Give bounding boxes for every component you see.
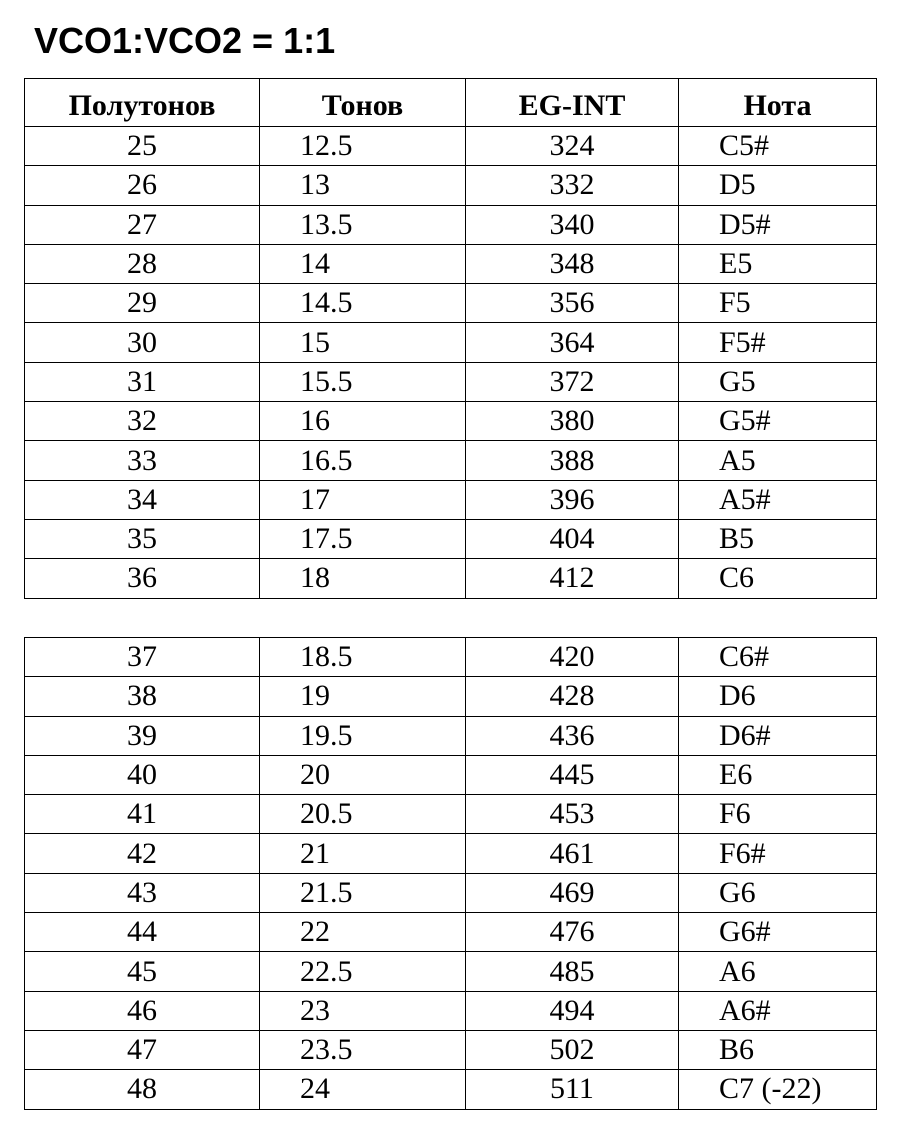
cell-note: F6# [679,834,877,873]
cell-tones: 14.5 [260,284,466,323]
cell-tones: 17 [260,480,466,519]
table-row [25,402,877,441]
header-row [25,79,877,127]
pitch-table-upper [24,78,877,599]
cell-note: D6 [679,677,877,716]
table-row [25,323,877,362]
cell-tones: 21.5 [260,873,466,912]
cell-tones: 18.5 [260,638,466,677]
cell-tones: 23 [260,991,466,1030]
table-row [25,480,877,519]
cell-eg-int: 340 [466,205,679,244]
cell-tones: 21 [260,834,466,873]
cell-semitones: 38 [25,677,260,716]
cell-eg-int: 494 [466,991,679,1030]
cell-tones: 13.5 [260,205,466,244]
cell-note: C7 (-22) [679,1070,877,1109]
cell-semitones: 30 [25,323,260,362]
cell-note: C6# [679,638,877,677]
cell-note: F6 [679,795,877,834]
table-row [25,127,877,166]
cell-eg-int: 388 [466,441,679,480]
cell-tones: 15 [260,323,466,362]
cell-eg-int: 511 [466,1070,679,1109]
cell-semitones: 35 [25,519,260,558]
cell-eg-int: 476 [466,913,679,952]
cell-note: D6# [679,716,877,755]
cell-note: E6 [679,755,877,794]
table-body [25,127,877,599]
cell-eg-int: 412 [466,559,679,598]
cell-eg-int: 372 [466,362,679,401]
cell-note: A5 [679,441,877,480]
cell-note: F5# [679,323,877,362]
cell-semitones: 36 [25,559,260,598]
cell-tones: 24 [260,1070,466,1109]
cell-note: G6 [679,873,877,912]
cell-eg-int: 348 [466,244,679,283]
table-row [25,244,877,283]
cell-note: G5 [679,362,877,401]
table-row [25,677,877,716]
table-row [25,873,877,912]
cell-semitones: 41 [25,795,260,834]
cell-eg-int: 364 [466,323,679,362]
cell-semitones: 25 [25,127,260,166]
cell-semitones: 42 [25,834,260,873]
cell-semitones: 33 [25,441,260,480]
cell-tones: 13 [260,166,466,205]
cell-tones: 19.5 [260,716,466,755]
header-tones: Тонов [260,79,466,127]
cell-eg-int: 332 [466,166,679,205]
table-body [25,638,877,1110]
cell-tones: 12.5 [260,127,466,166]
table-row [25,362,877,401]
cell-semitones: 29 [25,284,260,323]
table-row [25,284,877,323]
cell-eg-int: 324 [466,127,679,166]
table-row [25,166,877,205]
table-row [25,913,877,952]
cell-semitones: 47 [25,1030,260,1069]
cell-note: B5 [679,519,877,558]
cell-semitones: 28 [25,244,260,283]
cell-eg-int: 445 [466,755,679,794]
cell-tones: 15.5 [260,362,466,401]
cell-semitones: 40 [25,755,260,794]
cell-eg-int: 453 [466,795,679,834]
table-row [25,716,877,755]
cell-tones: 16.5 [260,441,466,480]
cell-semitones: 34 [25,480,260,519]
table-row [25,795,877,834]
cell-semitones: 26 [25,166,260,205]
cell-tones: 18 [260,559,466,598]
table-row [25,834,877,873]
cell-tones: 20 [260,755,466,794]
cell-semitones: 39 [25,716,260,755]
cell-eg-int: 428 [466,677,679,716]
cell-tones: 19 [260,677,466,716]
cell-tones: 17.5 [260,519,466,558]
table-row [25,559,877,598]
cell-note: A6 [679,952,877,991]
cell-note: A5# [679,480,877,519]
cell-tones: 14 [260,244,466,283]
cell-semitones: 43 [25,873,260,912]
cell-tones: 23.5 [260,1030,466,1069]
cell-eg-int: 356 [466,284,679,323]
cell-eg-int: 485 [466,952,679,991]
cell-semitones: 27 [25,205,260,244]
cell-tones: 16 [260,402,466,441]
cell-tones: 22 [260,913,466,952]
header-eg-int: EG-INT [466,79,679,127]
cell-note: C6 [679,559,877,598]
cell-semitones: 37 [25,638,260,677]
pitch-table-lower [24,637,877,1110]
cell-semitones: 44 [25,913,260,952]
cell-note: B6 [679,1030,877,1069]
table-row [25,519,877,558]
cell-note: G5# [679,402,877,441]
cell-note: G6# [679,913,877,952]
table-row [25,638,877,677]
header-note: Нота [679,79,877,127]
cell-note: A6# [679,991,877,1030]
table-row [25,755,877,794]
cell-note: C5# [679,127,877,166]
cell-eg-int: 469 [466,873,679,912]
cell-eg-int: 436 [466,716,679,755]
table-header [25,79,877,127]
cell-eg-int: 380 [466,402,679,441]
cell-note: D5# [679,205,877,244]
cell-tones: 22.5 [260,952,466,991]
cell-semitones: 46 [25,991,260,1030]
cell-note: F5 [679,284,877,323]
cell-eg-int: 396 [466,480,679,519]
cell-semitones: 31 [25,362,260,401]
table-row [25,1030,877,1069]
cell-semitones: 48 [25,1070,260,1109]
cell-eg-int: 502 [466,1030,679,1069]
cell-note: E5 [679,244,877,283]
cell-semitones: 45 [25,952,260,991]
header-semitones: Полутонов [25,79,260,127]
table-row [25,952,877,991]
table-row [25,441,877,480]
cell-eg-int: 404 [466,519,679,558]
page-title: VCO1:VCO2 = 1:1 [34,20,336,61]
cell-eg-int: 461 [466,834,679,873]
table-row [25,205,877,244]
cell-eg-int: 420 [466,638,679,677]
cell-semitones: 32 [25,402,260,441]
table-row [25,991,877,1030]
table-row [25,1070,877,1109]
cell-note: D5 [679,166,877,205]
cell-tones: 20.5 [260,795,466,834]
